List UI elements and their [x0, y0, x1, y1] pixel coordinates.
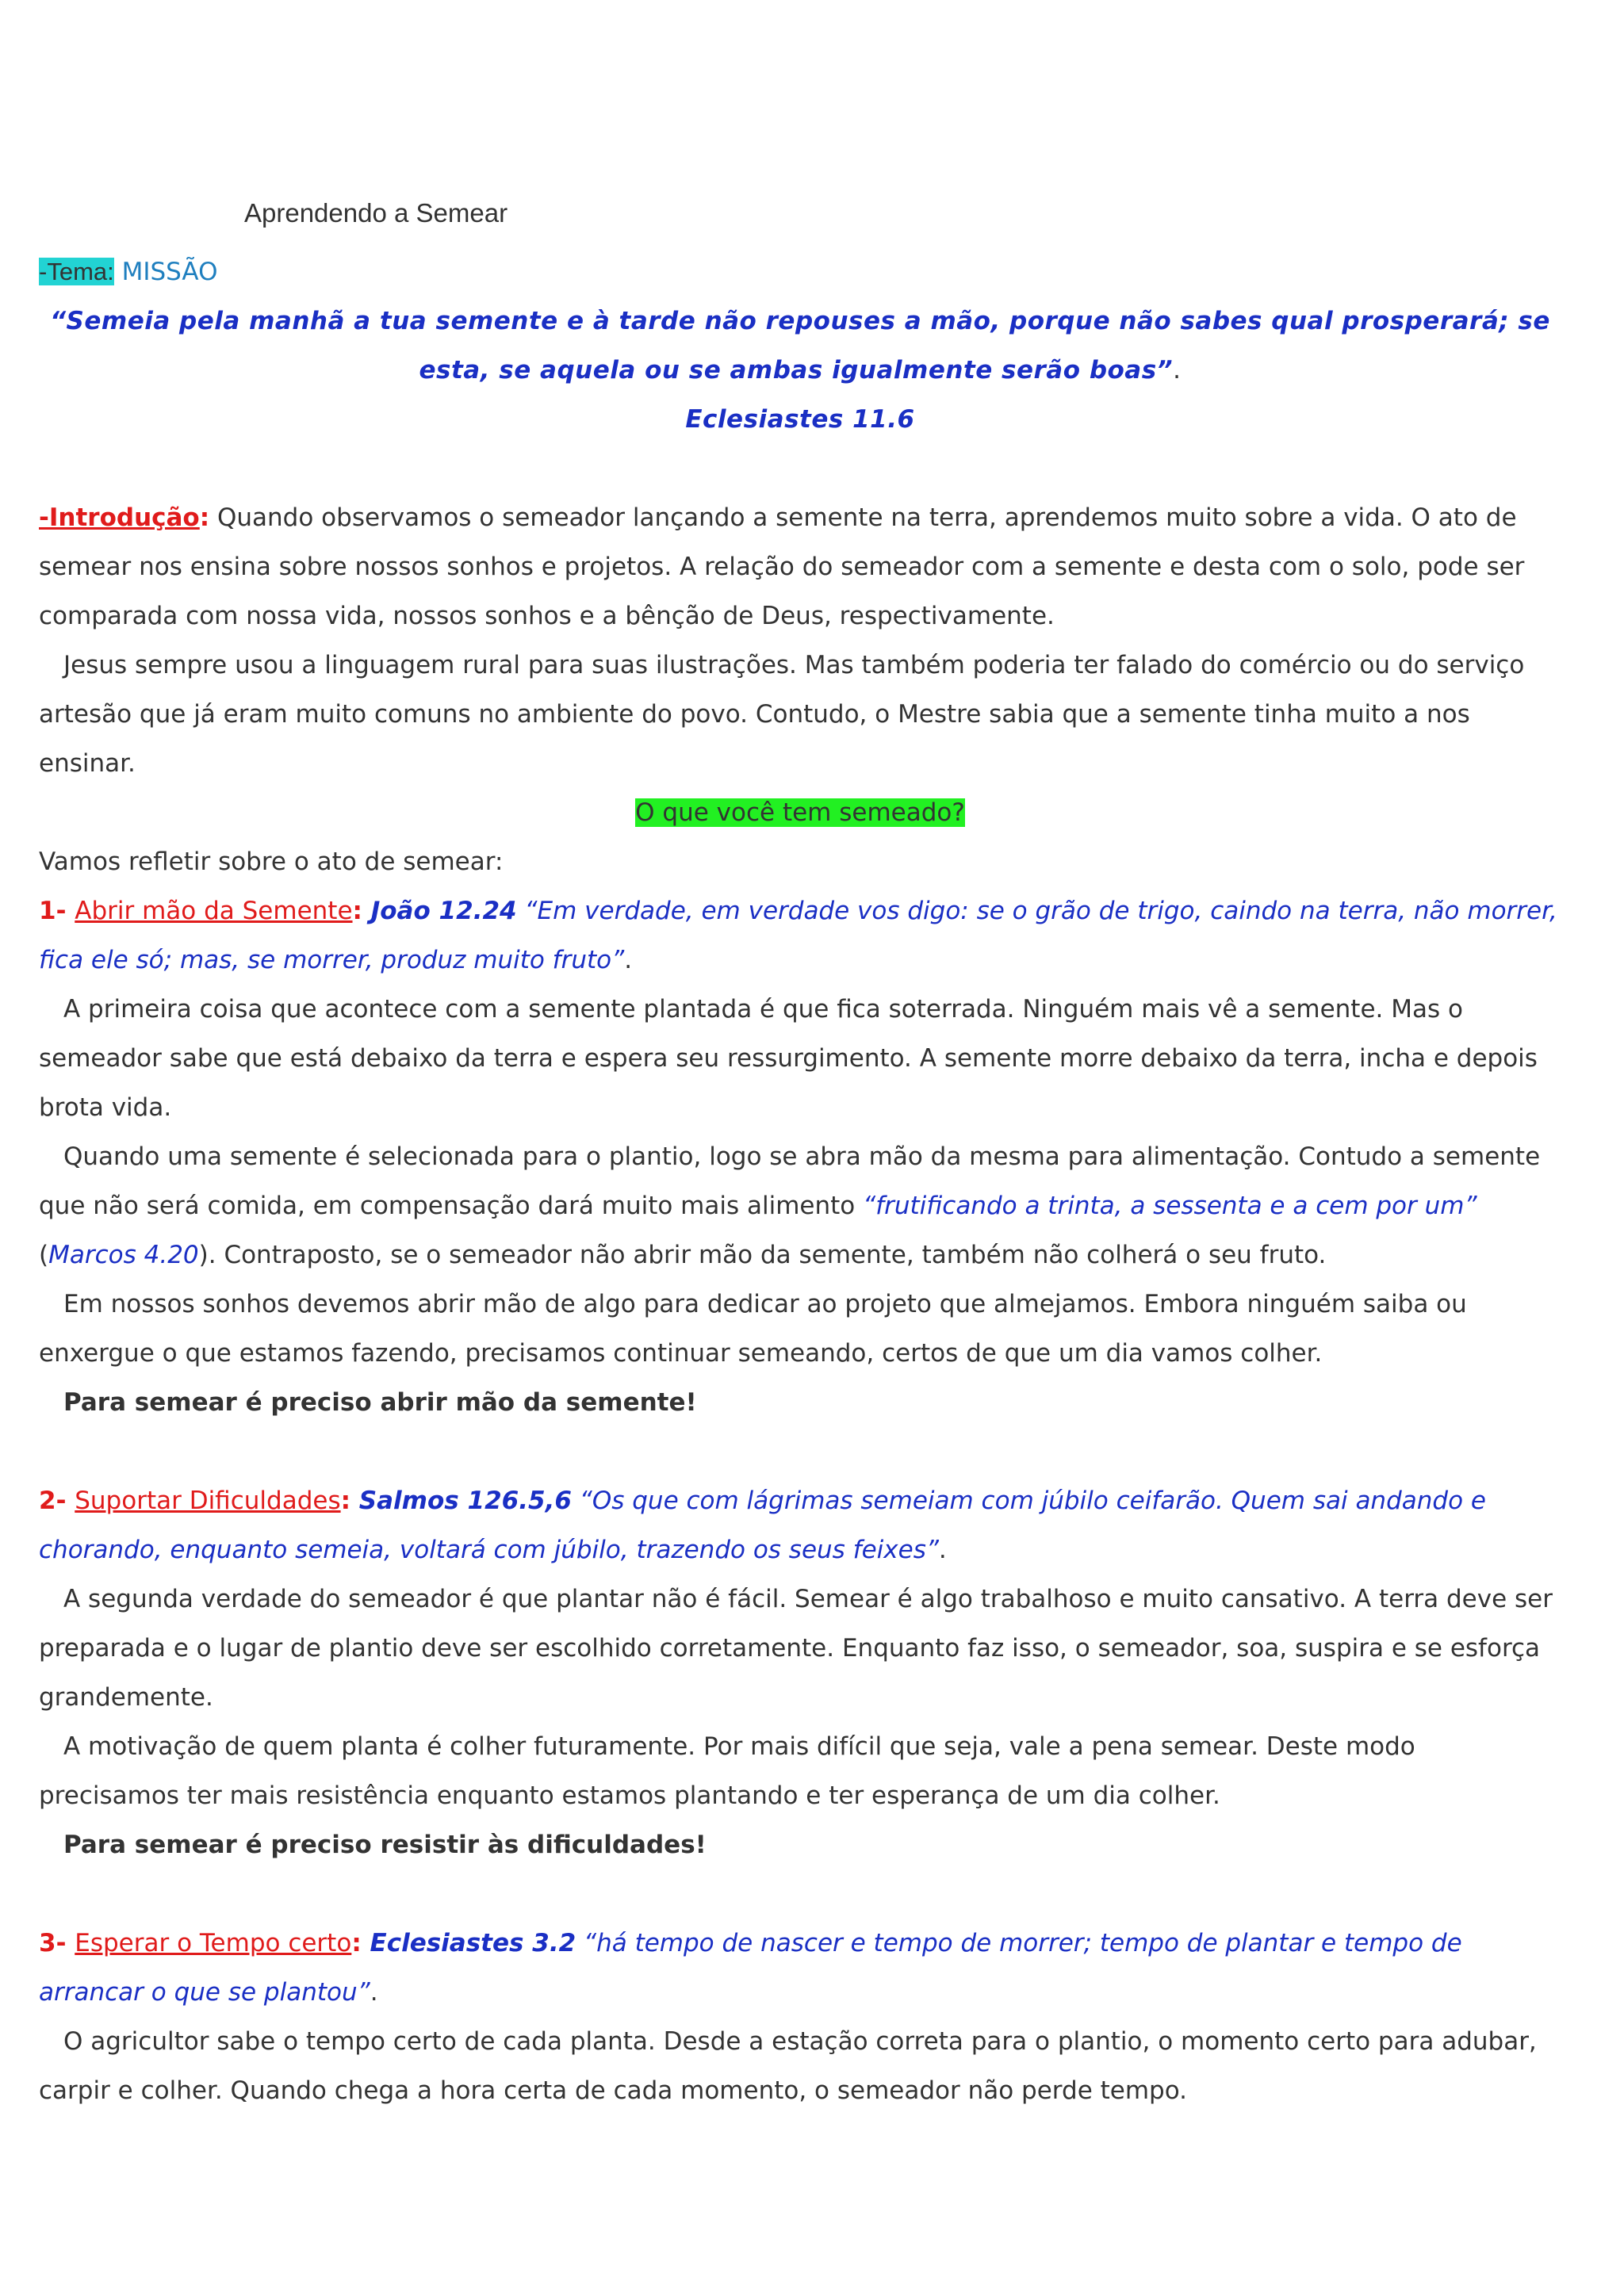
section-3-verse-end: .	[370, 1978, 378, 2007]
section-3-reference: Eclesiastes 3.2	[361, 1929, 576, 1957]
section-1-p2-start: Quando uma semente é selecionada para o plantio, logo se abra mão da mesma para alimentação. Contudo a semente que não será comida, em compensação dará muito mais alimento	[39, 1142, 1541, 1220]
lead-line: Vamos refletir sobre o ato de semear:	[39, 848, 504, 876]
section-1-reference: João 12.24	[362, 897, 517, 925]
theme-line	[39, 247, 1561, 297]
question-line	[39, 788, 1561, 837]
section-3-heading	[39, 1919, 1561, 2017]
spacer	[39, 444, 1561, 493]
section-3-colon: :	[351, 1929, 362, 1957]
section-2-paragraph-1: A segunda verdade do semeador é que plantar não é fácil. Semear é algo trabalhoso e muito cansativo. A terra deve ser preparada e o lugar de plantio deve ser escolhido corretamente. Enquanto faz isso, o semeador, soa, suspira e se esforça grandemente.	[39, 1585, 1553, 1712]
epigraph-text: “Semeia pela manhã a tua semente e à tarde não repouses a mão, porque não sabes qual prosperará; se esta, se aquela ou se ambas igualmente serão boas”	[50, 307, 1550, 385]
section-1-title: Abrir mão da Semente	[75, 897, 353, 925]
document-title: Aprendendo a Semear	[244, 198, 508, 228]
epigraph-reference-line	[39, 395, 1561, 444]
intro-paragraph-2: Jesus sempre usou a linguagem rural para suas ilustrações. Mas também poderia ter falado do comércio ou do serviço artesão que já eram muito comuns no ambiente do povo. Contudo, o Mestre sabia que a semente tinha muito a nos ensinar.	[39, 651, 1525, 778]
section-1-p2-reference: Marcos 4.20	[48, 1241, 199, 1269]
section-2-verse: “Os que com lágrimas semeiam com júbilo ceifarão. Quem sai andando e chorando, enquanto semeia, voltará com júbilo, trazendo os seus feixes”	[39, 1487, 1486, 1564]
section-2-number: 2-	[39, 1487, 75, 1515]
section-2-colon: :	[340, 1487, 350, 1515]
section-1-conclusion: Para semear é preciso abrir mão da semente!	[63, 1388, 697, 1417]
theme-value: MISSÃO	[113, 258, 218, 286]
section-3-verse: “há tempo de nascer e tempo de morrer; tempo de plantar e tempo de arrancar o que se plantou”	[39, 1929, 1462, 2007]
section-1-paragraph-2	[39, 1132, 1561, 1280]
section-1-colon: :	[352, 897, 362, 925]
spacer	[39, 1427, 1561, 1476]
epigraph-period: .	[1173, 356, 1182, 385]
section-2-verse-end: .	[938, 1536, 947, 1564]
section-1-heading	[39, 886, 1561, 985]
intro-paragraph	[39, 493, 1561, 641]
section-2-heading	[39, 1476, 1561, 1575]
section-2-conclusion: Para semear é preciso resistir às dificuldades!	[63, 1831, 707, 1859]
section-1-p2-end: ). Contraposto, se o semeador não abrir mão da semente, também não colherá o seu fruto.	[198, 1241, 1327, 1269]
section-1-p2-open: (	[39, 1241, 49, 1269]
section-2-paragraph-2: A motivação de quem planta é colher futuramente. Por mais difícil que seja, vale a pena semear. Deste modo precisamos ter mais resistência enquanto estamos plantando e ter esperança de um dia colher.	[39, 1732, 1415, 1810]
section-1-paragraph-1: A primeira coisa que acontece com a semente plantada é que fica soterrada. Ninguém mais vê a semente. Mas o semeador sabe que está debaixo da terra e espera seu ressurgimento. A semente morre debaixo da terra, incha e depois brota vida.	[39, 995, 1538, 1122]
theme-label: -Tema:	[39, 258, 114, 285]
section-1-p2-quote: “frutificando a trinta, a sessenta e a cem por um”	[863, 1192, 1477, 1220]
section-1-verse: “Em verdade, em verdade vos digo: se o grão de trigo, caindo na terra, não morrer, fica ele só; mas, se morrer, produz muito fruto”	[39, 897, 1557, 974]
intro-text: Quando observamos o semeador lançando a semente na terra, aprendemos muito sobre a vida. O ato de semear nos ensina sobre nossos sonhos e projetos. A relação do semeador com a semente e desta com o solo, pode ser comparada com nossa vida, nossos sonhos e a bênção de Deus, respectivamente.	[39, 503, 1525, 630]
section-3-number: 3-	[39, 1929, 75, 1957]
section-1-paragraph-3: Em nossos sonhos devemos abrir mão de algo para dedicar ao projeto que almejamos. Embora ninguém saiba ou enxergue o que estamos fazendo, precisamos continuar semeando, certos de que um dia vamos colher.	[39, 1290, 1467, 1368]
section-1-verse-end: .	[624, 946, 633, 974]
section-2-title: Suportar Dificuldades	[75, 1487, 341, 1515]
intro-label: -Introdução	[39, 503, 200, 532]
question-highlight: O que você tem semeado?	[635, 798, 965, 827]
document-body	[39, 247, 1561, 2115]
intro-colon: :	[199, 503, 210, 532]
section-3-title: Esperar o Tempo certo	[75, 1929, 352, 1957]
spacer	[39, 1869, 1561, 1919]
section-2-reference: Salmos 126.5,6	[350, 1487, 572, 1515]
epigraph-reference: Eclesiastes 11.6	[685, 405, 915, 434]
section-3-paragraph-1: O agricultor sabe o tempo certo de cada planta. Desde a estação correta para o plantio, o momento certo para adubar, carpir e colher. Quando chega a hora certa de cada momento, o semeador não perde tempo.	[39, 2027, 1537, 2105]
section-1-number: 1-	[39, 897, 75, 925]
epigraph-verse	[39, 297, 1561, 395]
